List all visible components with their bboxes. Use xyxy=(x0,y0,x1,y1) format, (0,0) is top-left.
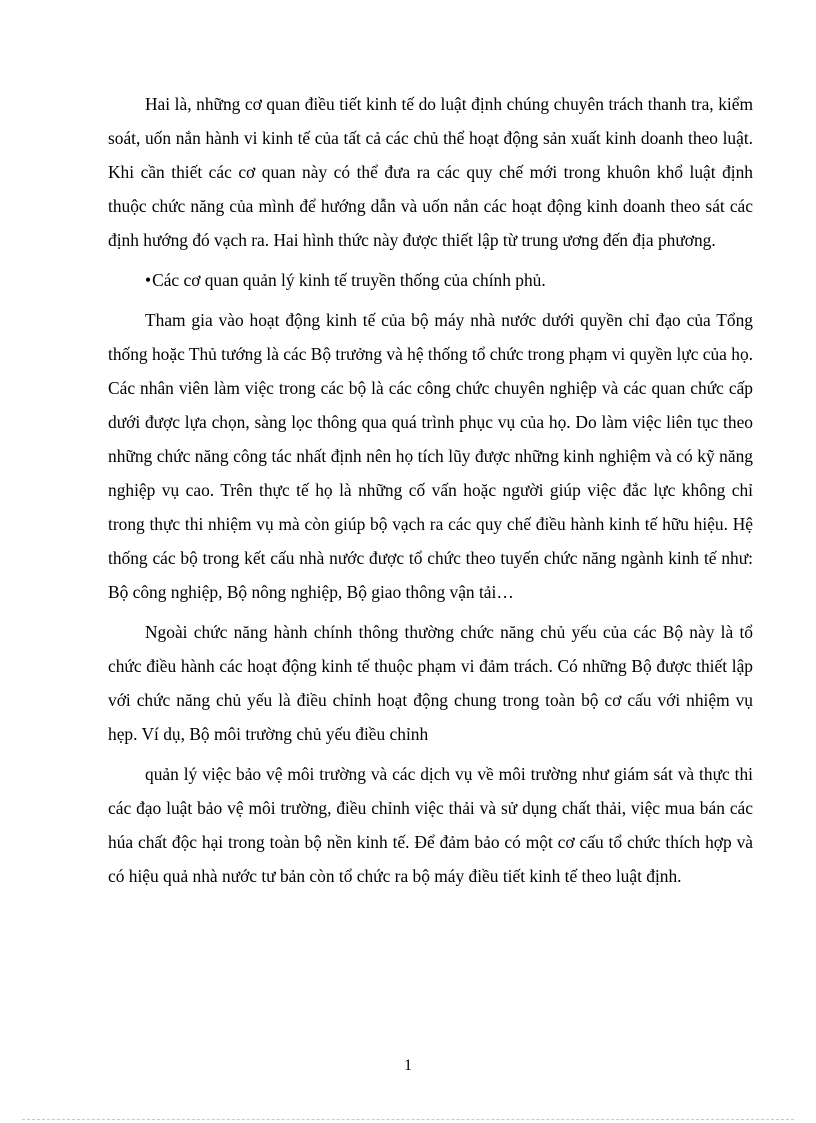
page-number: 1 xyxy=(404,1057,412,1074)
paragraph-ministry-functions: Ngoài chức năng hành chính thông thường chức năng chủ yếu của các Bộ này là tổ chức điều hành các hoạt động kinh tế thuộc phạm vi đảm trách. Có những Bộ được thiết lập với chức năng chủ yếu là điều chỉnh hoạt động chung trong toàn bộ cơ cấu với nhiệm vụ hẹp. Ví dụ, Bộ môi trường chủ yếu điều chỉnh xyxy=(108,622,753,744)
bullet-text: Các cơ quan quản lý kinh tế truyền thống của chính phủ. xyxy=(152,270,546,290)
document-body xyxy=(108,87,753,893)
paragraph-regulatory-agencies: Hai là, những cơ quan điều tiết kinh tế do luật định chúng chuyên trách thanh tra, kiểm soát, uốn nắn hành vi kinh tế của tất cả các chủ thể hoạt động sản xuất kinh doanh theo luật. Khi cần thiết các cơ quan này có thể đưa ra các quy chế mới trong khuôn khổ luật định thuộc chức năng của mình để hướng dẫn và uốn nắn các hoạt động kinh doanh theo sát các định hướng đó vạch ra. Hai hình thức này được thiết lập từ trung ương đến địa phương. xyxy=(108,94,753,250)
page-break-divider xyxy=(22,1119,794,1120)
bullet-icon: • xyxy=(145,270,152,290)
bullet-item xyxy=(108,263,753,297)
paragraph-ministries: Tham gia vào hoạt động kinh tế của bộ máy nhà nước dưới quyền chỉ đạo của Tổng thống hoặc Thủ tướng là các Bộ trưởng và hệ thống tổ chức trong phạm vi quyền lực của họ. Các nhân viên làm việc trong các bộ là các công chức chuyên nghiệp và các quan chức cấp dưới được lựa chọn, sàng lọc thông qua quá trình phục vụ của họ. Do làm việc liên tục theo những chức năng công tác nhất định nên họ tích lũy được những kinh nghiệm và có kỹ năng nghiệp vụ cao. Trên thực tế họ là những cố vấn hoặc người giúp việc đắc lực không chỉ trong thực thi nhiệm vụ mà còn giúp bộ vạch ra các quy chế điều hành kinh tế hữu hiệu. Hệ thống các bộ trong kết cấu nhà nước được tổ chức theo tuyến chức năng ngành kinh tế như: Bộ công nghiệp, Bộ nông nghiệp, Bộ giao thông vận tải… xyxy=(108,310,753,602)
paragraph-environment: quản lý việc bảo vệ môi trường và các dịch vụ về môi trường như giám sát và thực thi các đạo luật bảo vệ môi trường, điều chỉnh việc thải và sử dụng chất thải, việc mua bán các húa chất độc hại trong toàn bộ nền kinh tế. Để đảm bảo có một cơ cấu tổ chức thích hợp và có hiệu quả nhà nước tư bản còn tổ chức ra bộ máy điều tiết kinh tế theo luật định. xyxy=(108,764,753,886)
